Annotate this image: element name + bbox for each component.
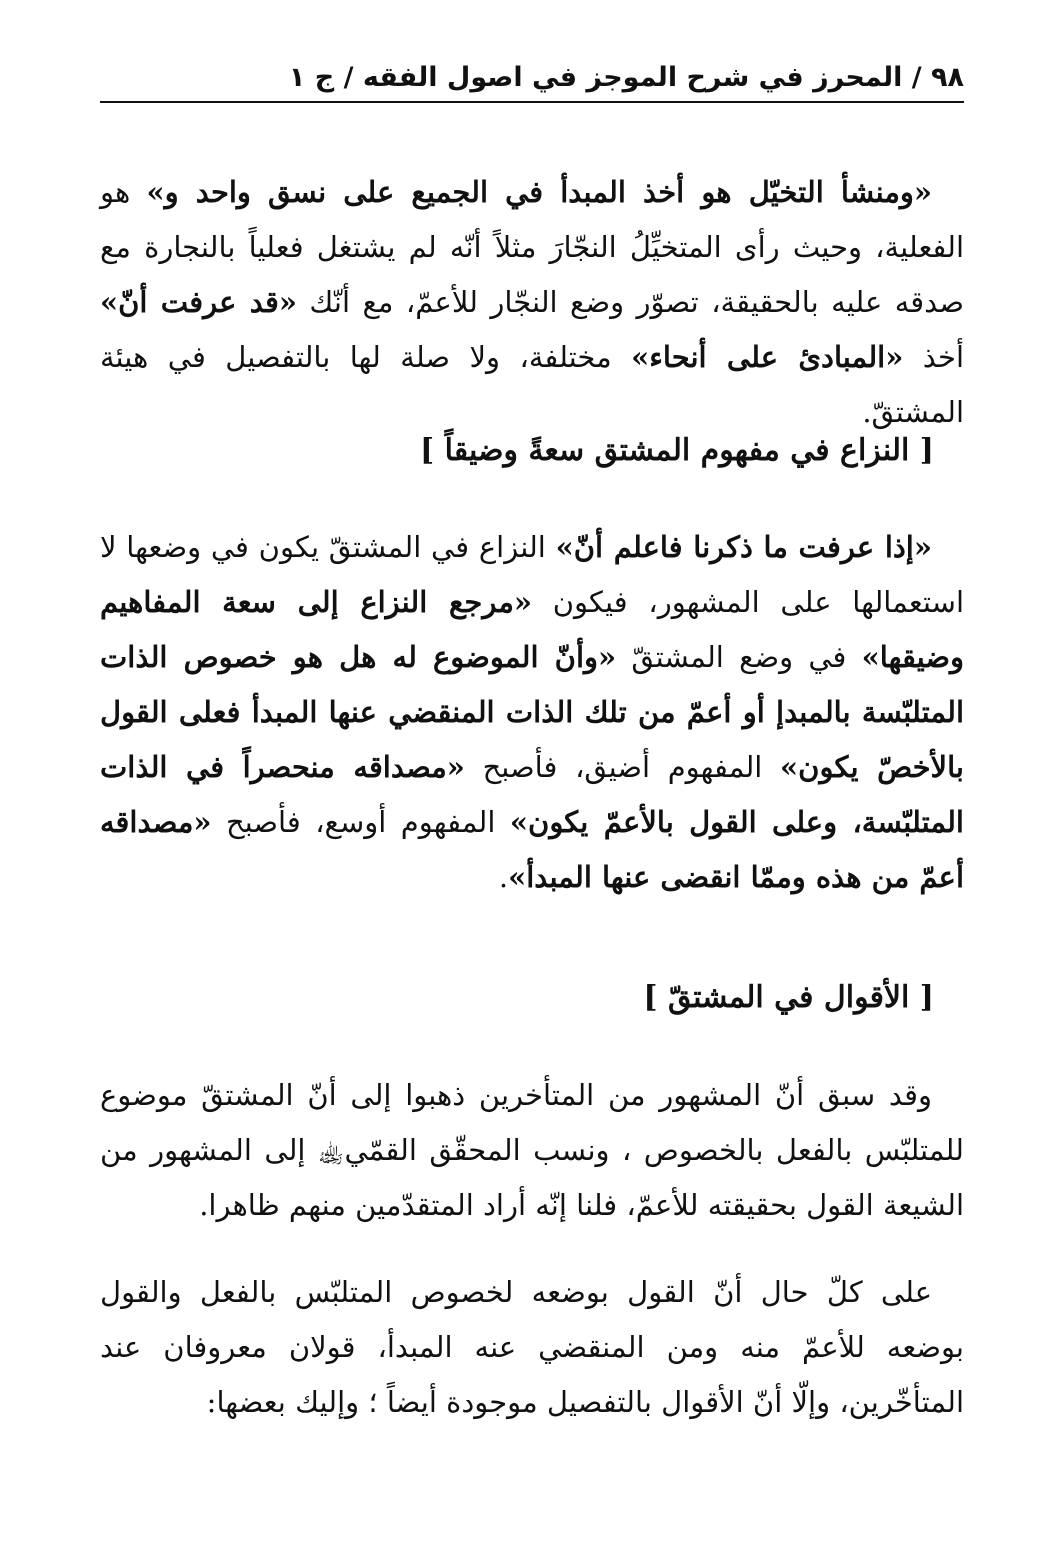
quote-bold: «قد عرفت أنّ» (100, 285, 297, 319)
quote-bold: «مرجع النزاع إلى سعة المفاهيم وضيقها» (100, 585, 965, 674)
text-run: المفهوم أضيق، فأصبح (464, 750, 781, 784)
paragraph-3 (100, 1068, 964, 1233)
quote-bold: «المبادئ على أنحاء» (631, 340, 904, 374)
text-run: النزاع في المشتقّ يكون في وضعها لا استعمالها على المشهور، فيكون (100, 530, 964, 619)
text-run: المفهوم أوسع، فأصبح (211, 805, 510, 839)
paragraph-1 (100, 165, 964, 440)
quote-bold: «وأنّ الموضوع له هل هو خصوص الذات المتلبّسة بالمبدإ أو أعمّ من تلك الذات المنقضي عنها المبدأ فعلى القول بالأخصّ يكون» (100, 640, 964, 784)
section-heading-1: [ النزاع في مفهوم المشتق سعةً وضيقاً ] (420, 433, 934, 468)
section-heading-2: [ الأقوال في المشتقّ ] (643, 980, 934, 1015)
paragraph-4 (100, 1265, 964, 1430)
text-run: على كلّ حال أنّ القول بوضعه لخصوص المتلبّس بالفعل والقول بوضعه للأعمّ منه ومن المنقضي عنه المبدأ، قولان معروفان عند المتأخّرين، وإلّا أنّ الأقوال بالتفصيل موجودة أيضاً ؛ وإليك بعضها: (100, 1275, 964, 1419)
paragraph-2 (100, 520, 964, 905)
text-run: . (498, 860, 509, 894)
text-run: في وضع المشتقّ (616, 640, 862, 674)
header-rule (100, 101, 964, 103)
text-run: مختلفة، ولا صلة لها بالتفصيل في هيئة المشتقّ. (100, 340, 964, 429)
quote-bold: «إذا عرفت ما ذكرنا فاعلم أنّ» (555, 530, 932, 564)
quote-bold: «ومنشأ التخيّل هو أخذ المبدأ في الجميع على نسق واحد و» (146, 175, 932, 209)
running-header: ٩٨ / المحرز في شرح الموجز في اصول الفقه / ج ١ (288, 62, 964, 93)
quote-bold: «مصداقه أعمّ من هذه وممّا انقضى عنها المبدأ» (100, 805, 964, 894)
quote-bold: «مصداقه منحصراً في الذات المتلبّسة، وعلى القول بالأعمّ يكون» (100, 750, 964, 839)
text-run: هو الفعلية، وحيث رأى المتخيِّلُ النجّارَ مثلاً أنّه لم يشتغل فعلياً بالنجارة مع صدقه عليه بالحقيقة، تصوّر وضع النجّار للأعمّ، مع أنّك (100, 175, 965, 319)
text-run: وقد سبق أنّ المشهور من المتأخرين ذهبوا إلى أنّ المشتقّ موضوع للمتلبّس بالفعل بالخصوص ، ونسب المحقّق القمّي﵀ إلى المشهور من الشيعة القول بحقيقته للأعمّ، فلنا إنّه أراد المتقدّمين منهم ظاهرا. (100, 1078, 964, 1222)
text-run: أخذ (903, 340, 965, 374)
